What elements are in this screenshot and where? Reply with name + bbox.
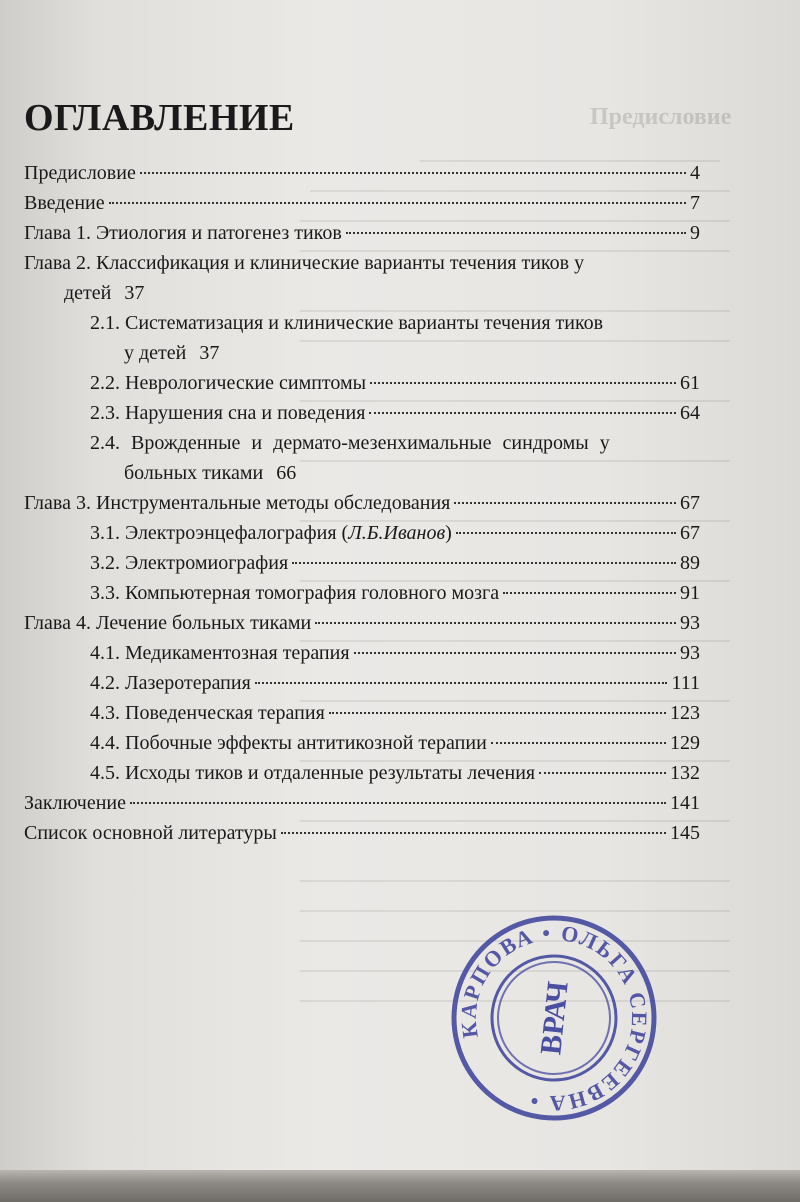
- leader-dots: [369, 412, 676, 414]
- toc-label: Введение: [24, 192, 105, 214]
- toc-entry-intro[interactable]: [24, 188, 700, 218]
- leader-dots: [491, 742, 666, 744]
- toc-entry-section-4-2[interactable]: [24, 668, 700, 698]
- toc-label: 2.3. Нарушения сна и поведения: [90, 402, 366, 424]
- toc-label: 4.3. Поведенческая терапия: [90, 702, 325, 724]
- toc-entry-chapter-4[interactable]: [24, 608, 700, 638]
- stamp-outer-text: КАРПОВА • ОЛЬГА СЕРГЕЕВНА •: [455, 919, 653, 1117]
- toc-label-line-1: 2.4. Врожденные и дермато-мезенхимальные синдромы у: [90, 432, 610, 454]
- toc-label: 4.2. Лазеротерапия: [90, 672, 251, 694]
- toc-entry-chapter-1[interactable]: [24, 218, 700, 248]
- toc-page-number: 123: [670, 702, 700, 724]
- toc-page-number: 93: [680, 642, 700, 664]
- toc-label-line-1: Глава 2. Классификация и клинические варианты течения тиков у: [24, 252, 585, 274]
- toc-label: Глава 4. Лечение больных тиками: [24, 612, 312, 634]
- toc-entry-section-2-1[interactable]: [24, 308, 700, 368]
- toc-page-number: 9: [690, 222, 700, 244]
- toc-entry-section-3-3[interactable]: [24, 578, 700, 608]
- toc-label: Глава 3. Инструментальные методы обследования: [24, 492, 451, 514]
- toc-entry-conclusion[interactable]: [24, 788, 700, 818]
- toc-label-end: ): [445, 522, 452, 544]
- leader-dots: [140, 172, 686, 174]
- toc-page-number: 37: [124, 282, 145, 304]
- leader-dots: [354, 652, 676, 654]
- leader-dots: [346, 232, 686, 234]
- toc-entry-section-4-1[interactable]: [24, 638, 700, 668]
- toc-entry-section-3-2[interactable]: [24, 548, 700, 578]
- toc-label: 4.1. Медикаментозная терапия: [90, 642, 350, 664]
- toc-label: Глава 1. Этиология и патогенез тиков: [24, 222, 342, 244]
- toc-author: Л.Б.Иванов: [348, 522, 446, 544]
- toc-page-number: 93: [680, 612, 700, 634]
- leader-dots: [503, 592, 676, 594]
- leader-dots: [456, 532, 676, 534]
- toc-label: 2.2. Неврологические симптомы: [90, 372, 367, 394]
- leader-dots: [109, 202, 686, 204]
- toc-page-number: 67: [680, 522, 700, 544]
- toc-entry-section-4-4[interactable]: [24, 728, 700, 758]
- toc-page-number: 37: [199, 342, 220, 364]
- toc-label: 4.4. Побочные эффекты антитикозной терапии: [90, 732, 487, 754]
- toc-entry-section-3-1[interactable]: [24, 518, 700, 548]
- toc-label: [90, 518, 452, 548]
- toc-page-number: 4: [690, 162, 700, 184]
- leader-dots: [329, 712, 666, 714]
- toc-page-number: 89: [680, 552, 700, 574]
- leader-dots: [255, 682, 668, 684]
- toc-entry-section-2-2[interactable]: [24, 368, 700, 398]
- toc-page-number: 7: [690, 192, 700, 214]
- toc-label-line-2: больных тиками: [124, 462, 264, 484]
- toc-entry-section-4-5[interactable]: [24, 758, 700, 788]
- leader-dots: [454, 502, 676, 504]
- toc-label-line-1: 2.1. Систематизация и клинические варианты течения тиков: [90, 312, 604, 334]
- toc-page-number: 67: [680, 492, 700, 514]
- leader-dots: [539, 772, 666, 774]
- toc-page-number: 61: [680, 372, 700, 394]
- leader-dots: [292, 562, 676, 564]
- toc-page-number: 132: [670, 762, 700, 784]
- toc-label-text: 3.1. Электроэнцефалография (: [90, 522, 349, 544]
- toc-entry-section-2-3[interactable]: [24, 398, 700, 428]
- toc-entry-preface[interactable]: [24, 158, 700, 188]
- leader-dots: [130, 802, 666, 804]
- toc-heading: ОГЛАВЛЕНИЕ: [24, 97, 295, 139]
- leader-dots: [315, 622, 676, 624]
- toc-entry-references[interactable]: [24, 818, 700, 848]
- toc-page-number: 141: [670, 792, 700, 814]
- toc-page-number: 145: [670, 822, 700, 844]
- toc-page-number: 111: [671, 672, 700, 694]
- toc-label: Список основной литературы: [24, 822, 277, 844]
- toc-label: 3.3. Компьютерная томография головного мозга: [90, 582, 500, 604]
- toc-entry-section-2-4[interactable]: [24, 428, 700, 488]
- toc-page-number: 66: [276, 462, 297, 484]
- toc-page-number: 64: [680, 402, 700, 424]
- toc-entry-section-4-3[interactable]: [24, 698, 700, 728]
- bleed-through-title: Предисловие: [590, 104, 732, 130]
- toc-entry-chapter-2[interactable]: [24, 248, 700, 308]
- toc-label-line-2: у детей: [124, 342, 187, 364]
- leader-dots: [370, 382, 676, 384]
- page-edge-shadow: [0, 1170, 800, 1202]
- toc-label: 3.2. Электромиография: [90, 552, 289, 574]
- toc-label: 4.5. Исходы тиков и отдаленные результаты лечения: [90, 762, 536, 784]
- toc-page-number: 91: [680, 582, 700, 604]
- leader-dots: [281, 832, 666, 834]
- table-of-contents: [24, 158, 700, 848]
- toc-label: Заключение: [24, 792, 126, 814]
- toc-label: Предисловие: [24, 162, 136, 184]
- toc-page-number: 129: [670, 732, 700, 754]
- stamp-center-text: ВРАЧ: [534, 979, 575, 1057]
- toc-entry-chapter-3[interactable]: [24, 488, 700, 518]
- toc-label-line-2: детей: [64, 282, 112, 304]
